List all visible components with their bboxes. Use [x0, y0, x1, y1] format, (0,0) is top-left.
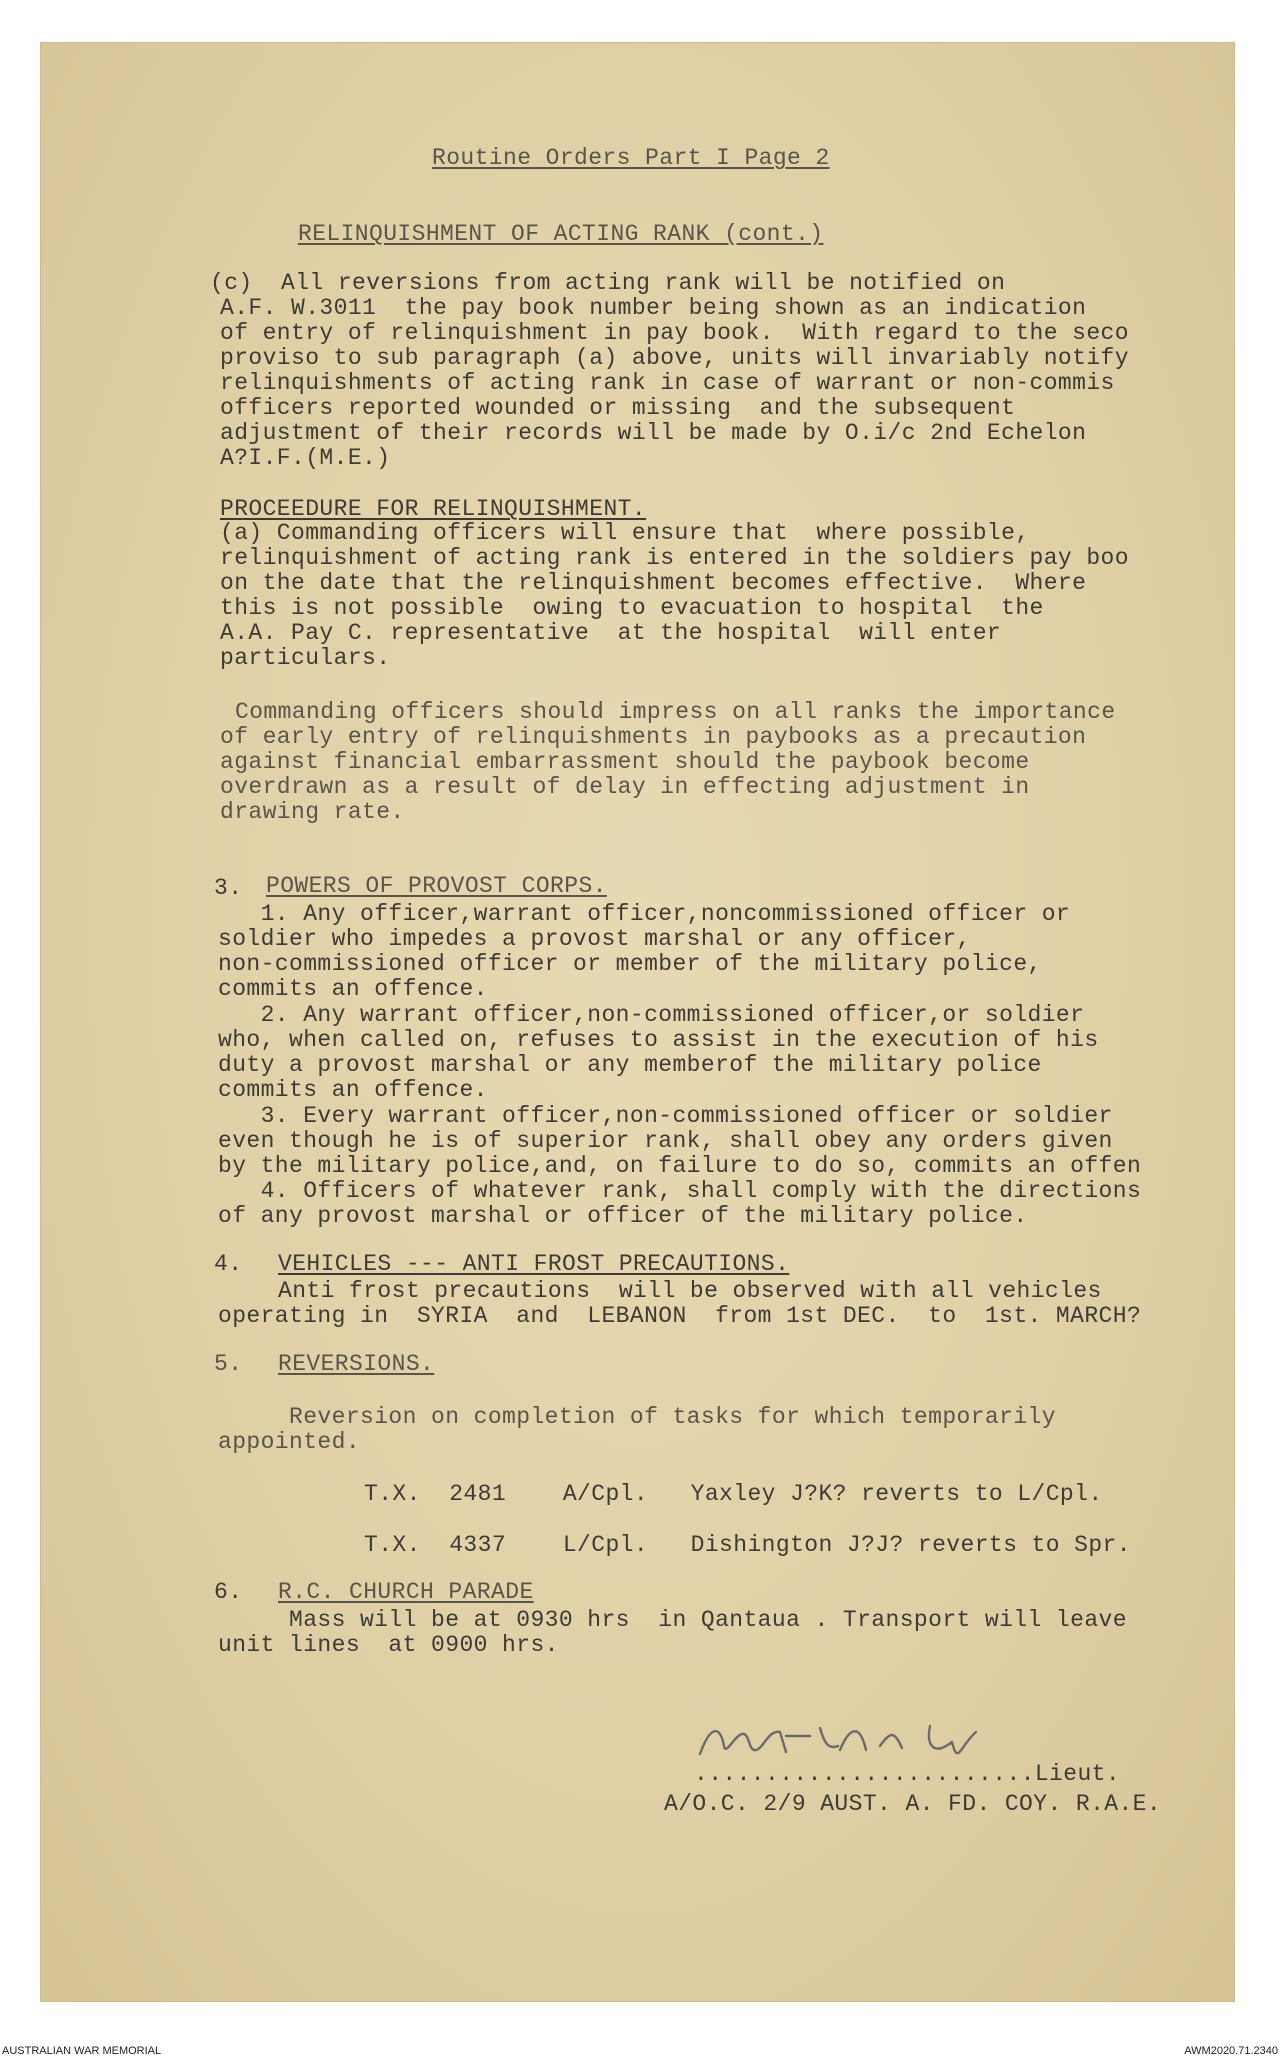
text-line: commits an offence. [218, 1077, 488, 1103]
text-line: this is not possible owing to evacuation to hospital the [220, 595, 1044, 621]
text-line: particulars. [220, 645, 391, 671]
reversion-entry-1: T.X. 2481 A/Cpl. Yaxley J?K? reverts to L/Cpl. [364, 1481, 1103, 1507]
text-line: Commanding officers should impress on all ranks the importance [235, 699, 1116, 725]
text-line: on the date that the relinquishment becomes effective. Where [220, 570, 1087, 596]
text-line: relinquishment of acting rank is entered in the soldiers pay boo [220, 545, 1129, 571]
text-line: drawing rate. [220, 799, 405, 825]
text-line: Anti frost precautions will be observed with all vehicles [278, 1278, 1102, 1304]
text-line: by the military police,and, on failure to do so, commits an offen [218, 1153, 1142, 1179]
relinquishment-heading: RELINQUISHMENT OF ACTING RANK (cont.) [298, 221, 824, 247]
archive-credit: AUSTRALIAN WAR MEMORIAL [2, 2045, 162, 2057]
signature-line: ........................Lieut. [694, 1761, 1121, 1787]
text-line: A.F. W.3011 the pay book number being shown as an indication [220, 295, 1087, 321]
text-line: A.A. Pay C. representative at the hospital will enter [220, 620, 1002, 646]
signatory-title: A/O.C. 2/9 AUST. A. FD. COY. R.A.E. [664, 1791, 1162, 1817]
text-line: even though he is of superior rank, shall obey any orders given [218, 1128, 1113, 1154]
text-line: proviso to sub paragraph (a) above, units will invariably notify [220, 345, 1129, 371]
page-header: Routine Orders Part I Page 2 [432, 145, 830, 171]
section-5-heading: REVERSIONS. [278, 1351, 435, 1377]
text-line: unit lines at 0900 hrs. [218, 1632, 559, 1658]
text-line: 2. Any warrant officer,non-commissioned officer,or soldier [218, 1002, 1085, 1028]
reversion-entry-2: T.X. 4337 L/Cpl. Dishington J?J? reverts to Spr. [364, 1532, 1131, 1558]
section-5-number: 5. [214, 1351, 243, 1377]
text-line: overdrawn as a result of delay in effecting adjustment in [220, 774, 1030, 800]
text-line: soldier who impedes a provost marshal or any officer, [218, 926, 971, 952]
text-line: against financial embarrassment should the paybook become [220, 749, 1030, 775]
text-line: A?I.F.(M.E.) [220, 445, 391, 471]
procedure-heading: PROCEEDURE FOR RELINQUISHMENT. [220, 496, 647, 522]
section-3-heading: POWERS OF PROVOST CORPS. [266, 873, 607, 899]
section-4-heading: VEHICLES --- ANTI FROST PRECAUTIONS. [278, 1251, 790, 1277]
text-line: commits an offence. [218, 976, 488, 1002]
text-line: who, when called on, refuses to assist in the execution of his [218, 1027, 1099, 1053]
text-line: of entry of relinquishment in pay book. With regard to the seco [220, 320, 1129, 346]
text-line: officers reported wounded or missing and the subsequent [220, 395, 1016, 421]
section-3-number: 3. [214, 875, 243, 901]
section-6-heading: R.C. CHURCH PARADE [278, 1579, 534, 1605]
section-6-number: 6. [214, 1579, 243, 1605]
text-line: non-commissioned officer or member of the military police, [218, 951, 1042, 977]
text-line: duty a provost marshal or any memberof the military police [218, 1052, 1042, 1078]
text-line: operating in SYRIA and LEBANON from 1st DEC. to 1st. MARCH? [218, 1303, 1142, 1329]
text-line: (a) Commanding officers will ensure that where possible, [220, 520, 1030, 546]
text-line: relinquishments of acting rank in case of warrant or non-commis [220, 370, 1115, 396]
text-line: 3. Every warrant officer,non-commissioned officer or soldier [218, 1103, 1113, 1129]
text-line: Mass will be at 0930 hrs in Qantaua . Transport will leave [218, 1607, 1127, 1633]
archive-reference: AWM2020.71.2340 [1184, 2045, 1278, 2057]
text-line: Reversion on completion of tasks for which temporarily [218, 1404, 1056, 1430]
text-line: (c) All reversions from acting rank will be notified on [210, 270, 1006, 296]
text-line: of early entry of relinquishments in paybooks as a precaution [220, 724, 1087, 750]
text-line: adjustment of their records will be made by O.i/c 2nd Echelon [220, 420, 1087, 446]
text-line: of any provost marshal or officer of the military police. [218, 1203, 1028, 1229]
text-line: 1. Any officer,warrant officer,noncommissioned officer or [218, 901, 1071, 927]
text-line: appointed. [218, 1429, 361, 1455]
section-4-number: 4. [214, 1251, 243, 1277]
text-line: 4. Officers of whatever rank, shall comply with the directions [218, 1178, 1142, 1204]
